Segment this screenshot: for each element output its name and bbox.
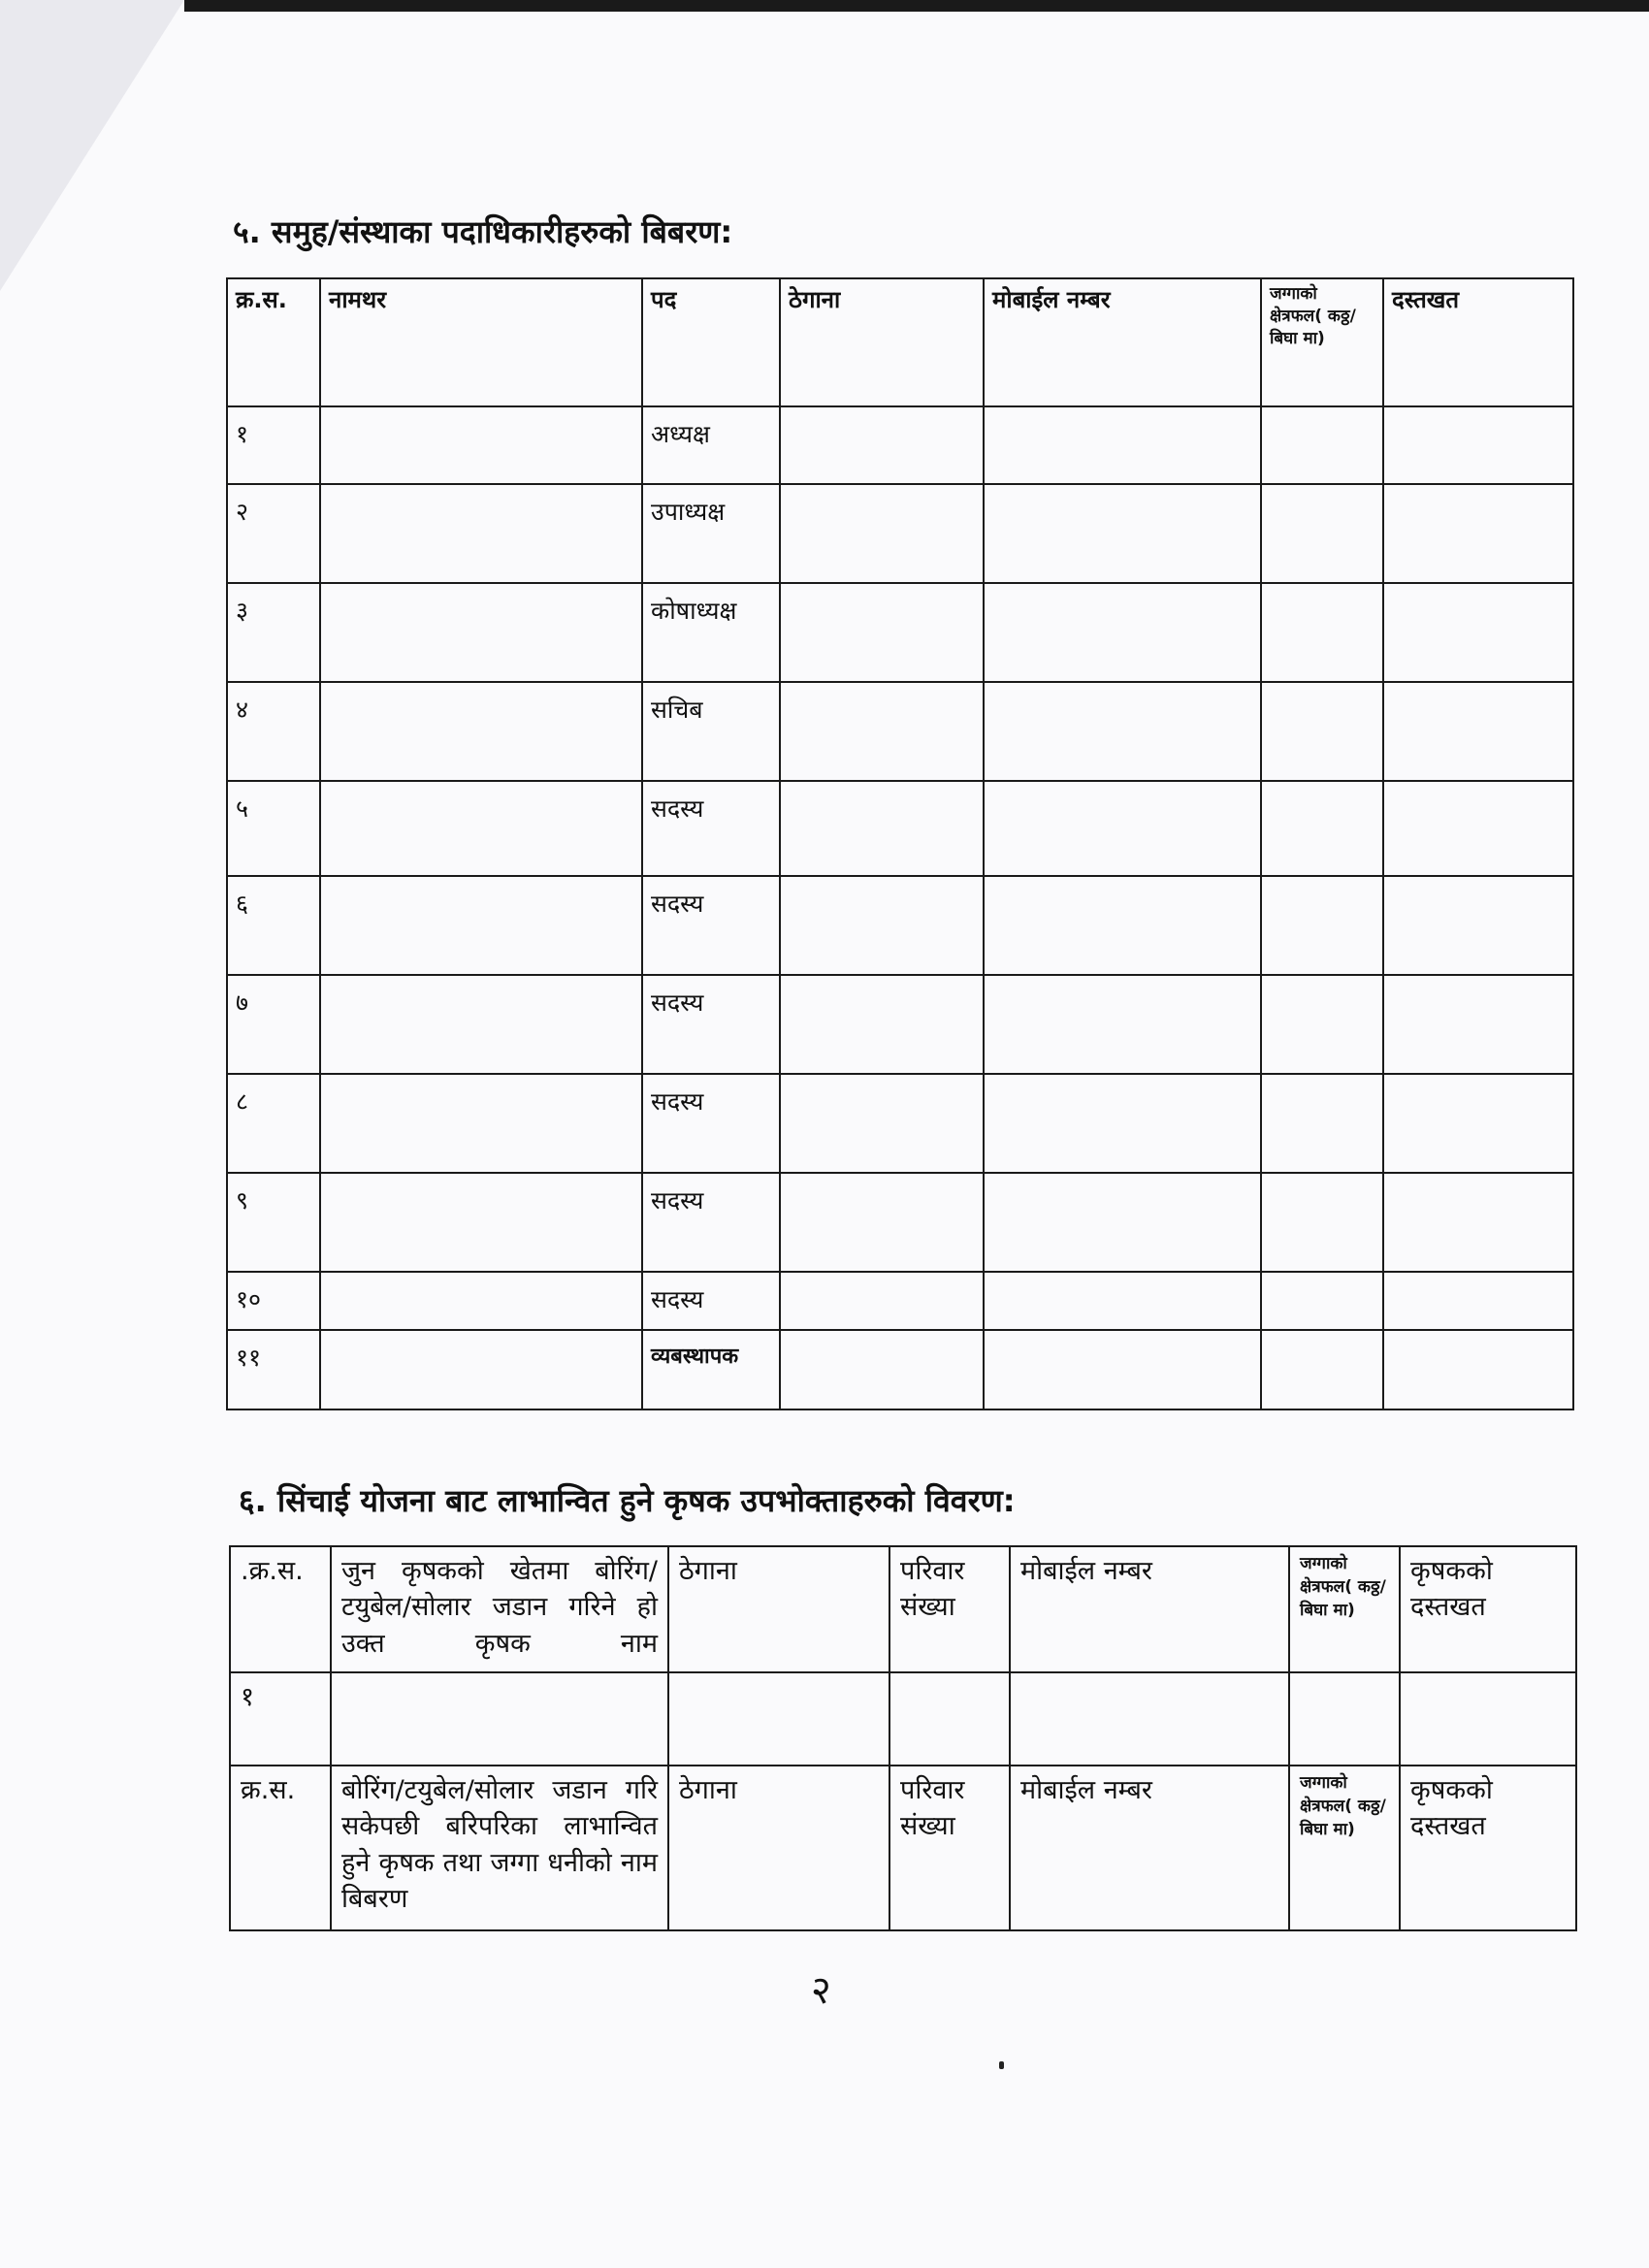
table-row [227,406,1573,484]
table-row [227,1173,1573,1272]
row-name-cell[interactable] [320,975,642,1074]
row-address-cell[interactable] [780,1330,984,1409]
row-name-cell[interactable] [320,1074,642,1173]
row-post: सदस्य [642,1173,780,1272]
row-name-cell[interactable] [320,484,642,583]
row-post: सदस्य [642,1272,780,1330]
scan-edge [184,0,1649,12]
row-address-cell[interactable] [780,876,984,975]
row-name-cell[interactable] [320,781,642,876]
header-land-area: जग्गाको क्षेत्रफल( कठ्ठ/बिघा मा) [1289,1766,1400,1930]
row-signature-cell[interactable] [1383,876,1573,975]
header-address: ठेगाना [668,1546,889,1672]
row-signature-cell[interactable] [1383,682,1573,781]
row-sn: ३ [227,583,320,682]
row-mobile-cell[interactable] [984,406,1261,484]
header-sn: क्र.स. [227,278,320,406]
table-row [230,1672,1576,1766]
table-row [227,1330,1573,1409]
row-address-cell[interactable] [780,1074,984,1173]
row-sn: ४ [227,682,320,781]
header-signature: दस्तखत [1383,278,1573,406]
row-name-cell[interactable] [320,1272,642,1330]
row-mobile-cell[interactable] [984,1330,1261,1409]
section5-heading: ५. समुह/संस्थाका पदाधिकारीहरुको बिबरण: [233,213,733,250]
row-address-cell[interactable] [780,1272,984,1330]
table-row [227,781,1573,876]
header-farmer-signature: कृषकको दस्तखत [1400,1546,1576,1672]
row-mobile-cell[interactable] [984,1272,1261,1330]
header-land-area: जग्गाको क्षेत्रफल( कठ्ठ/बिघा मा) [1289,1546,1400,1672]
header-family-size: परिवार संख्या [889,1546,1010,1672]
row-signature-cell[interactable] [1383,583,1573,682]
row-post: उपाध्यक्ष [642,484,780,583]
row-signature-cell[interactable] [1383,975,1573,1074]
row-mobile-cell[interactable] [984,781,1261,876]
row-name-cell[interactable] [320,1330,642,1409]
row-post: सदस्य [642,1074,780,1173]
row-mobile-cell[interactable] [984,484,1261,583]
officials-table [226,277,1574,1410]
header-address: ठेगाना [668,1766,889,1930]
row-name-cell[interactable] [320,583,642,682]
row-address-cell[interactable] [780,1173,984,1272]
header-land-area: जग्गाको क्षेत्रफल( कठ्ठ/बिघा मा) [1261,278,1383,406]
header-mobile: मोबाईल नम्बर [1010,1546,1289,1672]
row-address-cell[interactable] [780,583,984,682]
header-sn: क्र.स. [230,1766,331,1930]
header-name: नामथर [320,278,642,406]
row-mobile-cell[interactable] [1010,1672,1289,1766]
row-name-cell[interactable] [320,682,642,781]
table-header-row [230,1766,1576,1930]
row-sn: ९ [227,1173,320,1272]
row-name-cell[interactable] [320,1173,642,1272]
row-signature-cell[interactable] [1383,1074,1573,1173]
header-mobile: मोबाईल नम्बर [984,278,1261,406]
row-sn: १ [227,406,320,484]
row-signature-cell[interactable] [1383,1173,1573,1272]
beneficiaries-table [229,1545,1577,1931]
row-family-cell[interactable] [889,1672,1010,1766]
row-land-cell[interactable] [1261,682,1383,781]
row-post: सचिब [642,682,780,781]
row-name-cell[interactable] [331,1672,668,1766]
row-post: व्यबस्थापक [642,1330,780,1409]
row-land-cell[interactable] [1261,406,1383,484]
row-sn: ६ [227,876,320,975]
row-signature-cell[interactable] [1383,781,1573,876]
row-mobile-cell[interactable] [984,1074,1261,1173]
row-sn: ११ [227,1330,320,1409]
row-mobile-cell[interactable] [984,975,1261,1074]
section6-heading: ६. सिंचाई योजना बाट लाभान्वित हुने कृषक उपभोक्ताहरुको विवरण: [239,1482,1016,1519]
row-mobile-cell[interactable] [984,682,1261,781]
row-land-cell[interactable] [1261,1272,1383,1330]
row-address-cell[interactable] [668,1672,889,1766]
header-mobile: मोबाईल नम्बर [1010,1766,1289,1930]
row-land-cell[interactable] [1261,1074,1383,1173]
row-post: सदस्य [642,876,780,975]
row-mobile-cell[interactable] [984,876,1261,975]
row-land-cell[interactable] [1261,1330,1383,1409]
table-row [227,1272,1573,1330]
row-land-cell[interactable] [1261,1173,1383,1272]
table-row [227,484,1573,583]
row-address-cell[interactable] [780,484,984,583]
row-signature-cell[interactable] [1383,406,1573,484]
row-land-cell[interactable] [1261,484,1383,583]
table-row [227,682,1573,781]
row-sn: ८ [227,1074,320,1173]
row-sn: २ [227,484,320,583]
row-land-cell[interactable] [1261,583,1383,682]
header-address: ठेगाना [780,278,984,406]
table-row [227,583,1573,682]
row-signature-cell[interactable] [1400,1672,1576,1766]
row-address-cell[interactable] [780,682,984,781]
header-family-size: परिवार संख्या [889,1766,1010,1930]
row-land-cell[interactable] [1261,975,1383,1074]
header-sn: .क्र.स. [230,1546,331,1672]
row-sn: ७ [227,975,320,1074]
row-land-cell[interactable] [1261,876,1383,975]
header-farmer-name: जुन कृषकको खेतमा बोरिंग/टयुबेल/सोलार जडान गरिने हो उक्त कृषक नाम [331,1546,668,1672]
row-mobile-cell[interactable] [984,1173,1261,1272]
row-sn: १ [230,1672,331,1766]
row-address-cell[interactable] [780,406,984,484]
row-post: सदस्य [642,975,780,1074]
header-farmer-signature: कृषकको दस्तखत [1400,1766,1576,1930]
row-post: सदस्य [642,781,780,876]
table-header-row [227,278,1573,406]
row-name-cell[interactable] [320,406,642,484]
header-beneficiary-name: बोरिंग/टयुबेल/सोलार जडान गरि सकेपछी बरिपरिका लाभान्वित हुने कृषक तथा जग्गा धनीको नाम बिबरण [331,1766,668,1930]
table-row [227,1074,1573,1173]
header-post: पद [642,278,780,406]
row-land-cell[interactable] [1261,781,1383,876]
row-land-cell[interactable] [1289,1672,1400,1766]
row-post: अध्यक्ष [642,406,780,484]
row-signature-cell[interactable] [1383,1330,1573,1409]
row-signature-cell[interactable] [1383,1272,1573,1330]
row-mobile-cell[interactable] [984,583,1261,682]
row-address-cell[interactable] [780,781,984,876]
row-name-cell[interactable] [320,876,642,975]
row-address-cell[interactable] [780,975,984,1074]
speck [999,2061,1004,2069]
table-header-row [230,1546,1576,1672]
folded-corner [0,0,184,291]
table-row [227,975,1573,1074]
row-sn: ५ [227,781,320,876]
page-number: २ [811,1968,831,2013]
row-post: कोषाध्यक्ष [642,583,780,682]
row-sn: १० [227,1272,320,1330]
table-row [227,876,1573,975]
row-signature-cell[interactable] [1383,484,1573,583]
